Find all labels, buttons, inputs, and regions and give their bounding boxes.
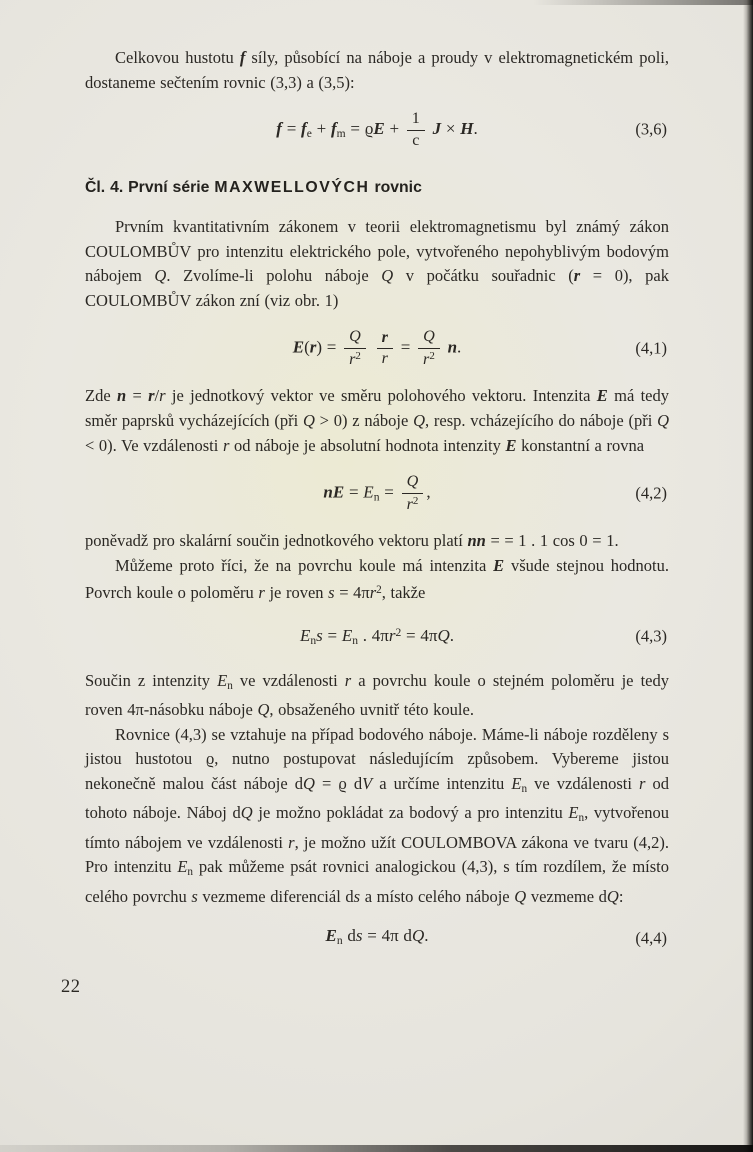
- page-content: [61, 46, 670, 997]
- equation-number: (4,3): [635, 627, 667, 647]
- equation: [85, 328, 669, 369]
- paragraph: Rovnice (4,3) se vztahuje na případ bodového náboje. Máme-li náboje rozděleny s jistou hustotou ϱ, nutno postupovat následujícím způsobem. Vybereme jistou nekonečně malou část náboje dQ = ϱ dV a určíme intenzitu $E_n$ ve vzdálenosti r od tohoto náboje. Náboj dQ je možno pokládat za bodový a pro intenzitu $E_n$, vytvořenou tímto nábojem ve vzdálenosti r, je možno užít COULOMBOVA zákona ve tvaru (4,2). Pro intenzitu $E_n$ pak můžeme psát rovnici analogickou (4,3), s tím rozdílem, že místo celého povrchu s vezmeme diferenciál ds a místo celého náboje Q vezmeme dQ:: [85, 724, 670, 906]
- equation: [85, 473, 669, 514]
- page-number: 22: [61, 976, 81, 997]
- paragraph: Prvním kvantitativním zákonem v teorii elektromagnetismu byl známý zákon COULOMBŮV pro intenzitu elektrického pole, vytvořeného nepohyblivým bodovým nábojem Q. Zvolíme-li polohu náboje Q v počátku souřadnic (r = 0), pak COULOMBŮV zákon zní (viz obr. 1): [85, 216, 669, 310]
- equation-body: E(r) = $\frac{Q}{r^2}$ $\frac{r}{r}$ = $\frac{Q}{r^2}$ n.: [292, 328, 462, 368]
- equation-number: (4,2): [635, 483, 667, 503]
- scan-edge-right: [743, 0, 753, 1152]
- equation-body: $E_ns = E_n$ . $4\pi r^2 = 4\pi Q$.: [299, 626, 454, 648]
- paragraph: Celkovou hustotu f síly, působící na náboje a proudy v elektromagnetickém poli, dostaneme sečtením rovnic (3,3) a (3,5):: [85, 48, 669, 92]
- equation: [85, 924, 669, 953]
- equation-body: $E_n$ ds = 4π dQ.: [325, 926, 429, 948]
- scan-edge-top-right: [533, 0, 753, 5]
- equation-body: $f = f_e + f_m = ϱE$ + $\frac{1}{c}$ J × H.: [276, 110, 478, 149]
- equation-number: (4,4): [635, 928, 667, 948]
- scan-edge-bottom: [0, 1145, 753, 1152]
- equation: [85, 621, 669, 654]
- paragraph: poněvadž pro skalární součin jednotkového vektoru platí nn = = 1 . 1 cos 0 = 1.: [85, 531, 619, 551]
- equation-body: nE = $E_n$ = $\frac{Q}{r^2}$ ,: [323, 473, 431, 513]
- section-heading: Čl. 4. První série MAXWELLOVÝCH rovnic: [85, 179, 422, 197]
- paragraph: Součin z intenzity $E_n$ ve vzdálenosti r a povrchu koule o stejném poloměru je tedy roven 4π-násobku náboje Q, obsaženého uvnitř této koule.: [85, 670, 669, 720]
- equation: [85, 110, 669, 150]
- equation-number: (3,6): [635, 119, 667, 139]
- paragraph: Můžeme proto říci, že na povrchu koule má intenzita E všude stejnou hodnotu. Povrch koule o poloměru r je roven $s = 4\pi r^2$, takže: [85, 555, 669, 603]
- equation-number: (4,1): [635, 338, 667, 358]
- paragraph: Zde n = r/r je jednotkový vektor ve směru polohového vektoru. Intenzita E má tedy směr paprsků vycházejících (při Q > 0) z náboje Q, resp. vcházejícího do náboje (při Q < 0). Ve vzdálenosti r od náboje je absolutní hodnota intenzity E konstantní a rovna: [85, 386, 669, 455]
